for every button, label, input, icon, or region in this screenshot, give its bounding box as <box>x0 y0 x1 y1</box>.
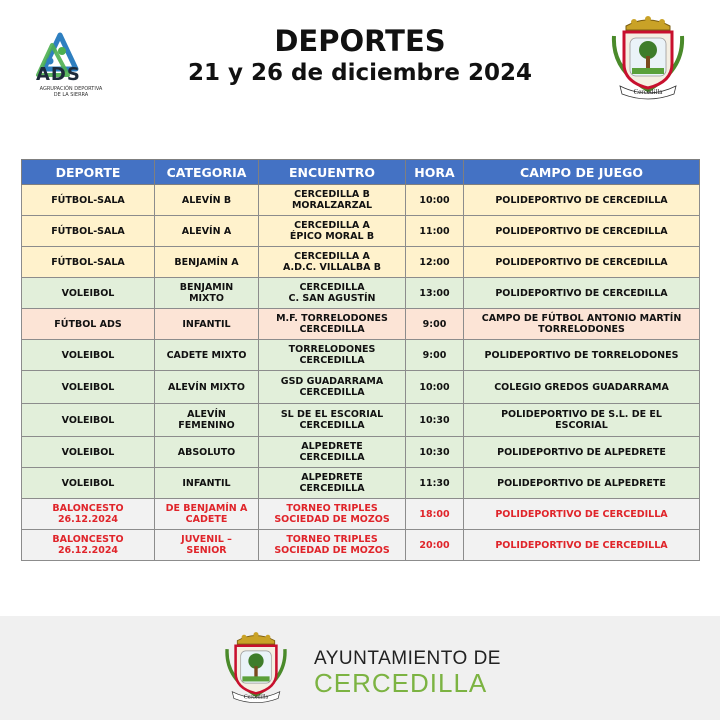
cell-categoria: BENJAMÍN A <box>155 247 259 278</box>
cell-deporte: VOLEIBOL <box>22 437 155 468</box>
crest-caption: Cercedilla <box>243 694 269 701</box>
cell-categoria: CADETE MIXTO <box>155 340 259 371</box>
cell-hora: 13:00 <box>406 278 464 309</box>
table-row <box>22 185 700 216</box>
team-home: TORRELODONES <box>288 344 376 355</box>
categoria-line: MIXTO <box>189 293 224 304</box>
encuentro-line: SOCIEDAD DE MOZOS <box>274 514 390 525</box>
campo-line: POLIDEPORTIVO DE S.L. DE EL <box>501 409 662 420</box>
cell-hora: 10:30 <box>406 437 464 468</box>
cercedilla-crest-icon <box>222 628 290 706</box>
table-header-row <box>22 160 700 185</box>
team-away: CERCEDILLA <box>299 324 365 335</box>
team-home: CERCEDILLA <box>299 282 365 293</box>
table-row <box>22 437 700 468</box>
ads-logo-subtitle: AGRUPACIÓN DEPORTIVA DE LA SIERRA <box>39 86 103 98</box>
cell-encuentro <box>259 404 406 437</box>
page-title: DEPORTES <box>274 24 446 58</box>
col-header-campo: CAMPO DE JUEGO <box>464 160 700 185</box>
col-header-categoria: CATEGORIA <box>155 160 259 185</box>
cell-campo <box>464 404 700 437</box>
cell-campo <box>464 309 700 340</box>
cell-campo: POLIDEPORTIVO DE CERCEDILLA <box>464 247 700 278</box>
cell-encuentro <box>259 340 406 371</box>
cell-deporte: VOLEIBOL <box>22 371 155 404</box>
categoria-line: SENIOR <box>186 545 227 556</box>
cell-deporte: FÚTBOL-SALA <box>22 247 155 278</box>
col-header-encuentro: ENCUENTRO <box>259 160 406 185</box>
page-header <box>0 0 720 140</box>
cell-categoria <box>155 404 259 437</box>
cell-deporte: FÚTBOL-SALA <box>22 185 155 216</box>
table-row <box>22 371 700 404</box>
cell-campo: COLEGIO GREDOS GUADARRAMA <box>464 371 700 404</box>
categoria-line: CADETE <box>185 514 228 525</box>
categoria-line: BENJAMIN <box>179 282 234 293</box>
cell-deporte: VOLEIBOL <box>22 468 155 499</box>
categoria-line: FEMENINO <box>178 420 235 431</box>
cell-campo: POLIDEPORTIVO DE TORRELODONES <box>464 340 700 371</box>
campo-line: TORRELODONES <box>538 324 625 335</box>
table-row <box>22 530 700 561</box>
cell-hora: 11:30 <box>406 468 464 499</box>
team-away: ÉPICO MORAL B <box>289 231 375 242</box>
cell-hora: 9:00 <box>406 340 464 371</box>
footer-cercedilla-label: CERCEDILLA <box>314 668 488 698</box>
team-away: C. SAN AGUSTÍN <box>288 293 376 304</box>
team-home: CERCEDILLA B <box>294 189 370 200</box>
footer-ayuntamiento-label: AYUNTAMIENTO DE <box>314 648 501 669</box>
cell-deporte: FÚTBOL ADS <box>22 309 155 340</box>
cell-campo: POLIDEPORTIVO DE CERCEDILLA <box>464 499 700 530</box>
schedule-table <box>21 159 700 561</box>
encuentro-line: TORNEO TRIPLES <box>286 534 378 545</box>
cell-encuentro <box>259 530 406 561</box>
cell-campo: POLIDEPORTIVO DE ALPEDRETE <box>464 437 700 468</box>
cell-deporte: VOLEIBOL <box>22 278 155 309</box>
cell-campo: POLIDEPORTIVO DE CERCEDILLA <box>464 216 700 247</box>
cell-deporte: VOLEIBOL <box>22 404 155 437</box>
cell-hora: 20:00 <box>406 530 464 561</box>
team-away: CERCEDILLA <box>299 355 365 366</box>
cell-encuentro <box>259 499 406 530</box>
cell-encuentro <box>259 468 406 499</box>
cell-categoria <box>155 499 259 530</box>
cell-deporte <box>22 499 155 530</box>
cell-deporte: FÚTBOL-SALA <box>22 216 155 247</box>
deporte-date: 26.12.2024 <box>57 514 119 525</box>
team-away: CERCEDILLA <box>299 483 365 494</box>
table-row <box>22 216 700 247</box>
categoria-line: JUVENIL – <box>181 534 232 545</box>
cell-hora: 10:00 <box>406 371 464 404</box>
cell-hora: 18:00 <box>406 499 464 530</box>
table-row <box>22 309 700 340</box>
cell-campo: POLIDEPORTIVO DE CERCEDILLA <box>464 278 700 309</box>
team-home: ALPEDRETE <box>301 441 363 452</box>
cell-encuentro <box>259 437 406 468</box>
team-home: M.F. TORRELODONES <box>276 313 388 324</box>
encuentro-line: TORNEO TRIPLES <box>286 503 378 514</box>
categoria-line: DE BENJAMÍN A <box>165 503 248 514</box>
cell-categoria <box>155 278 259 309</box>
cell-hora: 10:00 <box>406 185 464 216</box>
table-row <box>22 404 700 437</box>
team-home: GSD GUADARRAMA <box>280 376 384 387</box>
team-home: CERCEDILLA A <box>294 220 370 231</box>
encuentro-line: SOCIEDAD DE MOZOS <box>274 545 390 556</box>
cell-encuentro <box>259 278 406 309</box>
cell-categoria: INFANTIL <box>155 468 259 499</box>
cell-hora: 12:00 <box>406 247 464 278</box>
col-header-deporte: DEPORTE <box>22 160 155 185</box>
team-home: CERCEDILLA A <box>294 251 370 262</box>
team-away: CERCEDILLA <box>299 387 365 398</box>
team-home: SL DE EL ESCORIAL <box>280 409 384 420</box>
cercedilla-crest-icon <box>608 14 688 100</box>
cell-categoria: ALEVÍN MIXTO <box>155 371 259 404</box>
deporte-line: BALONCESTO <box>52 503 124 514</box>
deporte-line: BALONCESTO <box>52 534 124 545</box>
table-row <box>22 340 700 371</box>
page-subtitle: 21 y 26 de diciembre 2024 <box>188 60 532 86</box>
campo-line: ESCORIAL <box>555 420 608 431</box>
team-away: A.D.C. VILLALBA B <box>282 262 382 273</box>
table-row <box>22 278 700 309</box>
team-away: CERCEDILLA <box>299 420 365 431</box>
table-row <box>22 468 700 499</box>
deporte-date: 26.12.2024 <box>57 545 119 556</box>
cell-campo: POLIDEPORTIVO DE CERCEDILLA <box>464 530 700 561</box>
categoria-line: ALEVÍN <box>187 409 226 420</box>
cell-encuentro <box>259 216 406 247</box>
col-header-hora: HORA <box>406 160 464 185</box>
cell-categoria: ABSOLUTO <box>155 437 259 468</box>
cell-campo: POLIDEPORTIVO DE ALPEDRETE <box>464 468 700 499</box>
team-away: MORALZARZAL <box>291 200 373 211</box>
campo-line: CAMPO DE FÚTBOL ANTONIO MARTÍN <box>481 313 682 324</box>
cell-hora: 11:00 <box>406 216 464 247</box>
team-home: ALPEDRETE <box>301 472 363 483</box>
table-row <box>22 247 700 278</box>
cell-campo: POLIDEPORTIVO DE CERCEDILLA <box>464 185 700 216</box>
cell-categoria: ALEVÍN B <box>155 185 259 216</box>
team-away: CERCEDILLA <box>299 452 365 463</box>
table-row <box>22 499 700 530</box>
crest-caption: Cercedilla <box>633 88 663 96</box>
cell-categoria: INFANTIL <box>155 309 259 340</box>
cell-hora: 10:30 <box>406 404 464 437</box>
cell-categoria: ALEVÍN A <box>155 216 259 247</box>
cell-deporte: VOLEIBOL <box>22 340 155 371</box>
ads-logo-name: ADS <box>36 64 81 85</box>
cell-encuentro <box>259 309 406 340</box>
cell-deporte <box>22 530 155 561</box>
cell-categoria <box>155 530 259 561</box>
cell-encuentro <box>259 185 406 216</box>
cell-encuentro <box>259 247 406 278</box>
cell-hora: 9:00 <box>406 309 464 340</box>
cell-encuentro <box>259 371 406 404</box>
